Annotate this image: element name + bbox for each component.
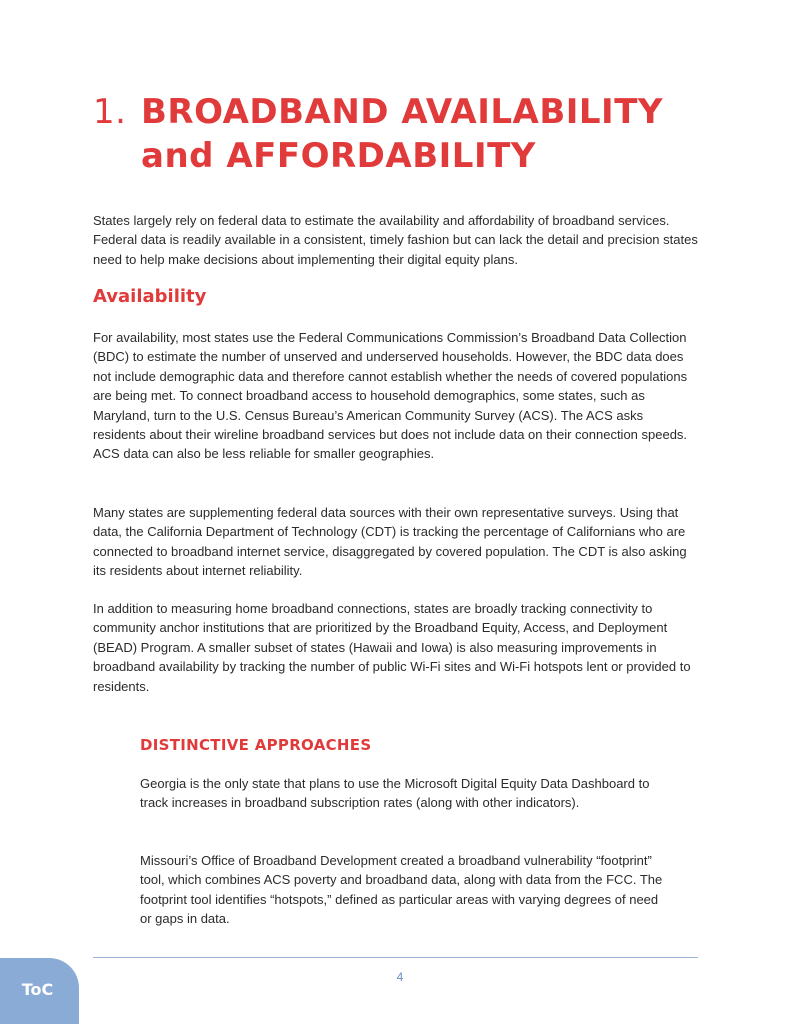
georgia-paragraph: Georgia is the only state that plans to use the Microsoft Digital Equity Data Dashboard to track increases in broadband subscription rates (along with other indicators). — [140, 776, 650, 811]
section-number: 1. — [93, 92, 127, 132]
availability-heading: Availability — [93, 286, 207, 307]
availability-paragraph-3: In addition to measuring home broadband connections, states are broadly tracking connectivity to community anchor institutions that are prioritized by the Broadband Equity, Access, and Deployment (BEAD) Program. A smaller subset of states (Hawaii and Iowa) is also measuring improvements in broadband availability by tracking the number of public Wi-Fi sites and Wi-Fi hotspots lent or provided to residents. — [93, 601, 691, 694]
page-title — [93, 90, 733, 178]
intro-paragraph: States largely rely on federal data to estimate the availability and affordability of broadband services. Federal data is readily available in a consistent, timely fashion but can lack the detail and precision states need to help make decisions about implementing their digital equity plans. — [93, 213, 698, 267]
availability-paragraph-2: Many states are supplementing federal data sources with their own representative surveys. Using that data, the California Department of Technology (CDT) is tracking the percentage of Californians who are connected to broadband internet service, disaggregated by covered population. The CDT is also asking its residents about internet reliability. — [93, 505, 687, 579]
title-line-1: BROADBAND AVAILABILITY — [141, 92, 664, 132]
distinctive-approaches-heading: DISTINCTIVE APPROACHES — [140, 736, 372, 754]
missouri-paragraph: Missouri’s Office of Broadband Development created a broadband vulnerability “footprint” tool, which combines ACS poverty and broadband data, along with data from the FCC. The footprint tool identifies “hotspots,” defined as particular areas with varying degrees of need or gaps in data. — [140, 853, 663, 927]
toc-label: ToC — [21, 980, 54, 999]
toc-link-button[interactable] — [0, 958, 79, 1024]
availability-paragraph-1: For availability, most states use the Federal Communications Commission’s Broadband Data Collection (BDC) to estimate the number of unserved and underserved households. However, the BDC data does not include demographic data and therefore cannot establish whether the needs of covered populations are being met. To connect broadband access to household demographics, some states, such as Maryland, turn to the U.S. Census Bureau’s American Community Survey (ACS). The ACS asks residents about their wireline broadband services but does not include data on their connection speeds. ACS data can also be less reliable for smaller geographies. — [93, 330, 688, 462]
footer-divider — [93, 957, 698, 958]
page-number: 4 — [396, 970, 404, 984]
title-line-2: and AFFORDABILITY — [141, 136, 536, 176]
